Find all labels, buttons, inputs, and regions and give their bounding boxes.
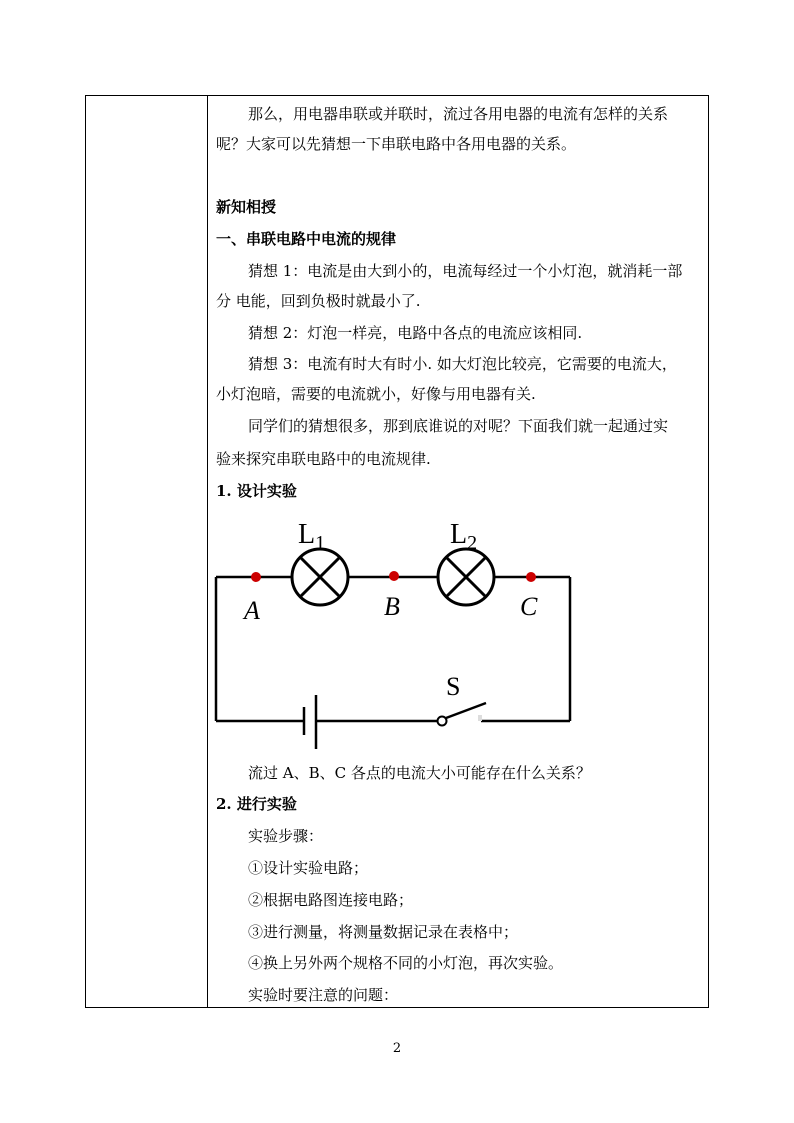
text-line: 猜想 1：电流是由大到小的，电流每经过一个小灯泡，就消耗一部 — [248, 262, 683, 280]
text-line: 实验步骤： — [248, 827, 324, 845]
list-item: ③进行测量，将测量数据记录在表格中； — [248, 923, 519, 941]
text-line: 分 电能，回到负极时就最小了. — [216, 292, 421, 310]
switch-contact — [438, 717, 447, 726]
text-line: 猜想 2：灯泡一样亮，电路中各点的电流应该相同. — [248, 324, 583, 342]
heading: 一、串联电路中电流的规律 — [216, 230, 397, 248]
switch-terminal — [478, 715, 482, 721]
list-item: ①设计实验电路； — [248, 859, 369, 877]
step-heading: 1. 设计实验 — [216, 482, 297, 500]
lamp-2 — [438, 549, 494, 605]
step-heading: 2. 进行实验 — [216, 795, 297, 813]
text-line: 流过 A、B、C 各点的电流大小可能存在什么关系？ — [248, 764, 591, 782]
text-line: 同学们的猜想很多，那到底谁说的对呢？下面我们就一起通过实 — [248, 417, 669, 435]
text-line: 实验时要注意的问题： — [248, 986, 399, 1004]
circuit-diagram — [206, 515, 586, 760]
lamp-2-label: $L_2$ — [450, 519, 478, 554]
text-line: 那么，用电器串联或并联时，流过各用电器的电流有怎样的关系 — [248, 105, 669, 123]
switch-label: S — [446, 672, 461, 701]
node-b — [389, 571, 399, 581]
point-a-label: A — [244, 596, 260, 625]
node-a — [251, 572, 261, 582]
section-title: 新知相授 — [216, 198, 277, 216]
page-number: 2 — [392, 1041, 402, 1056]
lamp-1-label: $L_1$ — [298, 519, 326, 554]
lamp-1 — [292, 549, 348, 605]
text-line: 呢？大家可以先猜想一下串联电路中各用电器的关系。 — [216, 135, 577, 153]
list-item: ④换上另外两个规格不同的小灯泡，再次实验。 — [248, 954, 564, 972]
text-line: 小灯泡暗，需要的电流就小，好像与用电器有关. — [216, 385, 536, 403]
text-line: 验来探究串联电路中的电流规律. — [216, 450, 431, 468]
text-line: 猜想 3：电流有时大有时小. 如大灯泡比较亮，它需要的电流大， — [248, 355, 677, 373]
node-c — [526, 572, 536, 582]
point-c-label: C — [520, 592, 538, 621]
point-b-label: B — [384, 592, 400, 621]
list-item: ②根据电路图连接电路； — [248, 891, 414, 909]
